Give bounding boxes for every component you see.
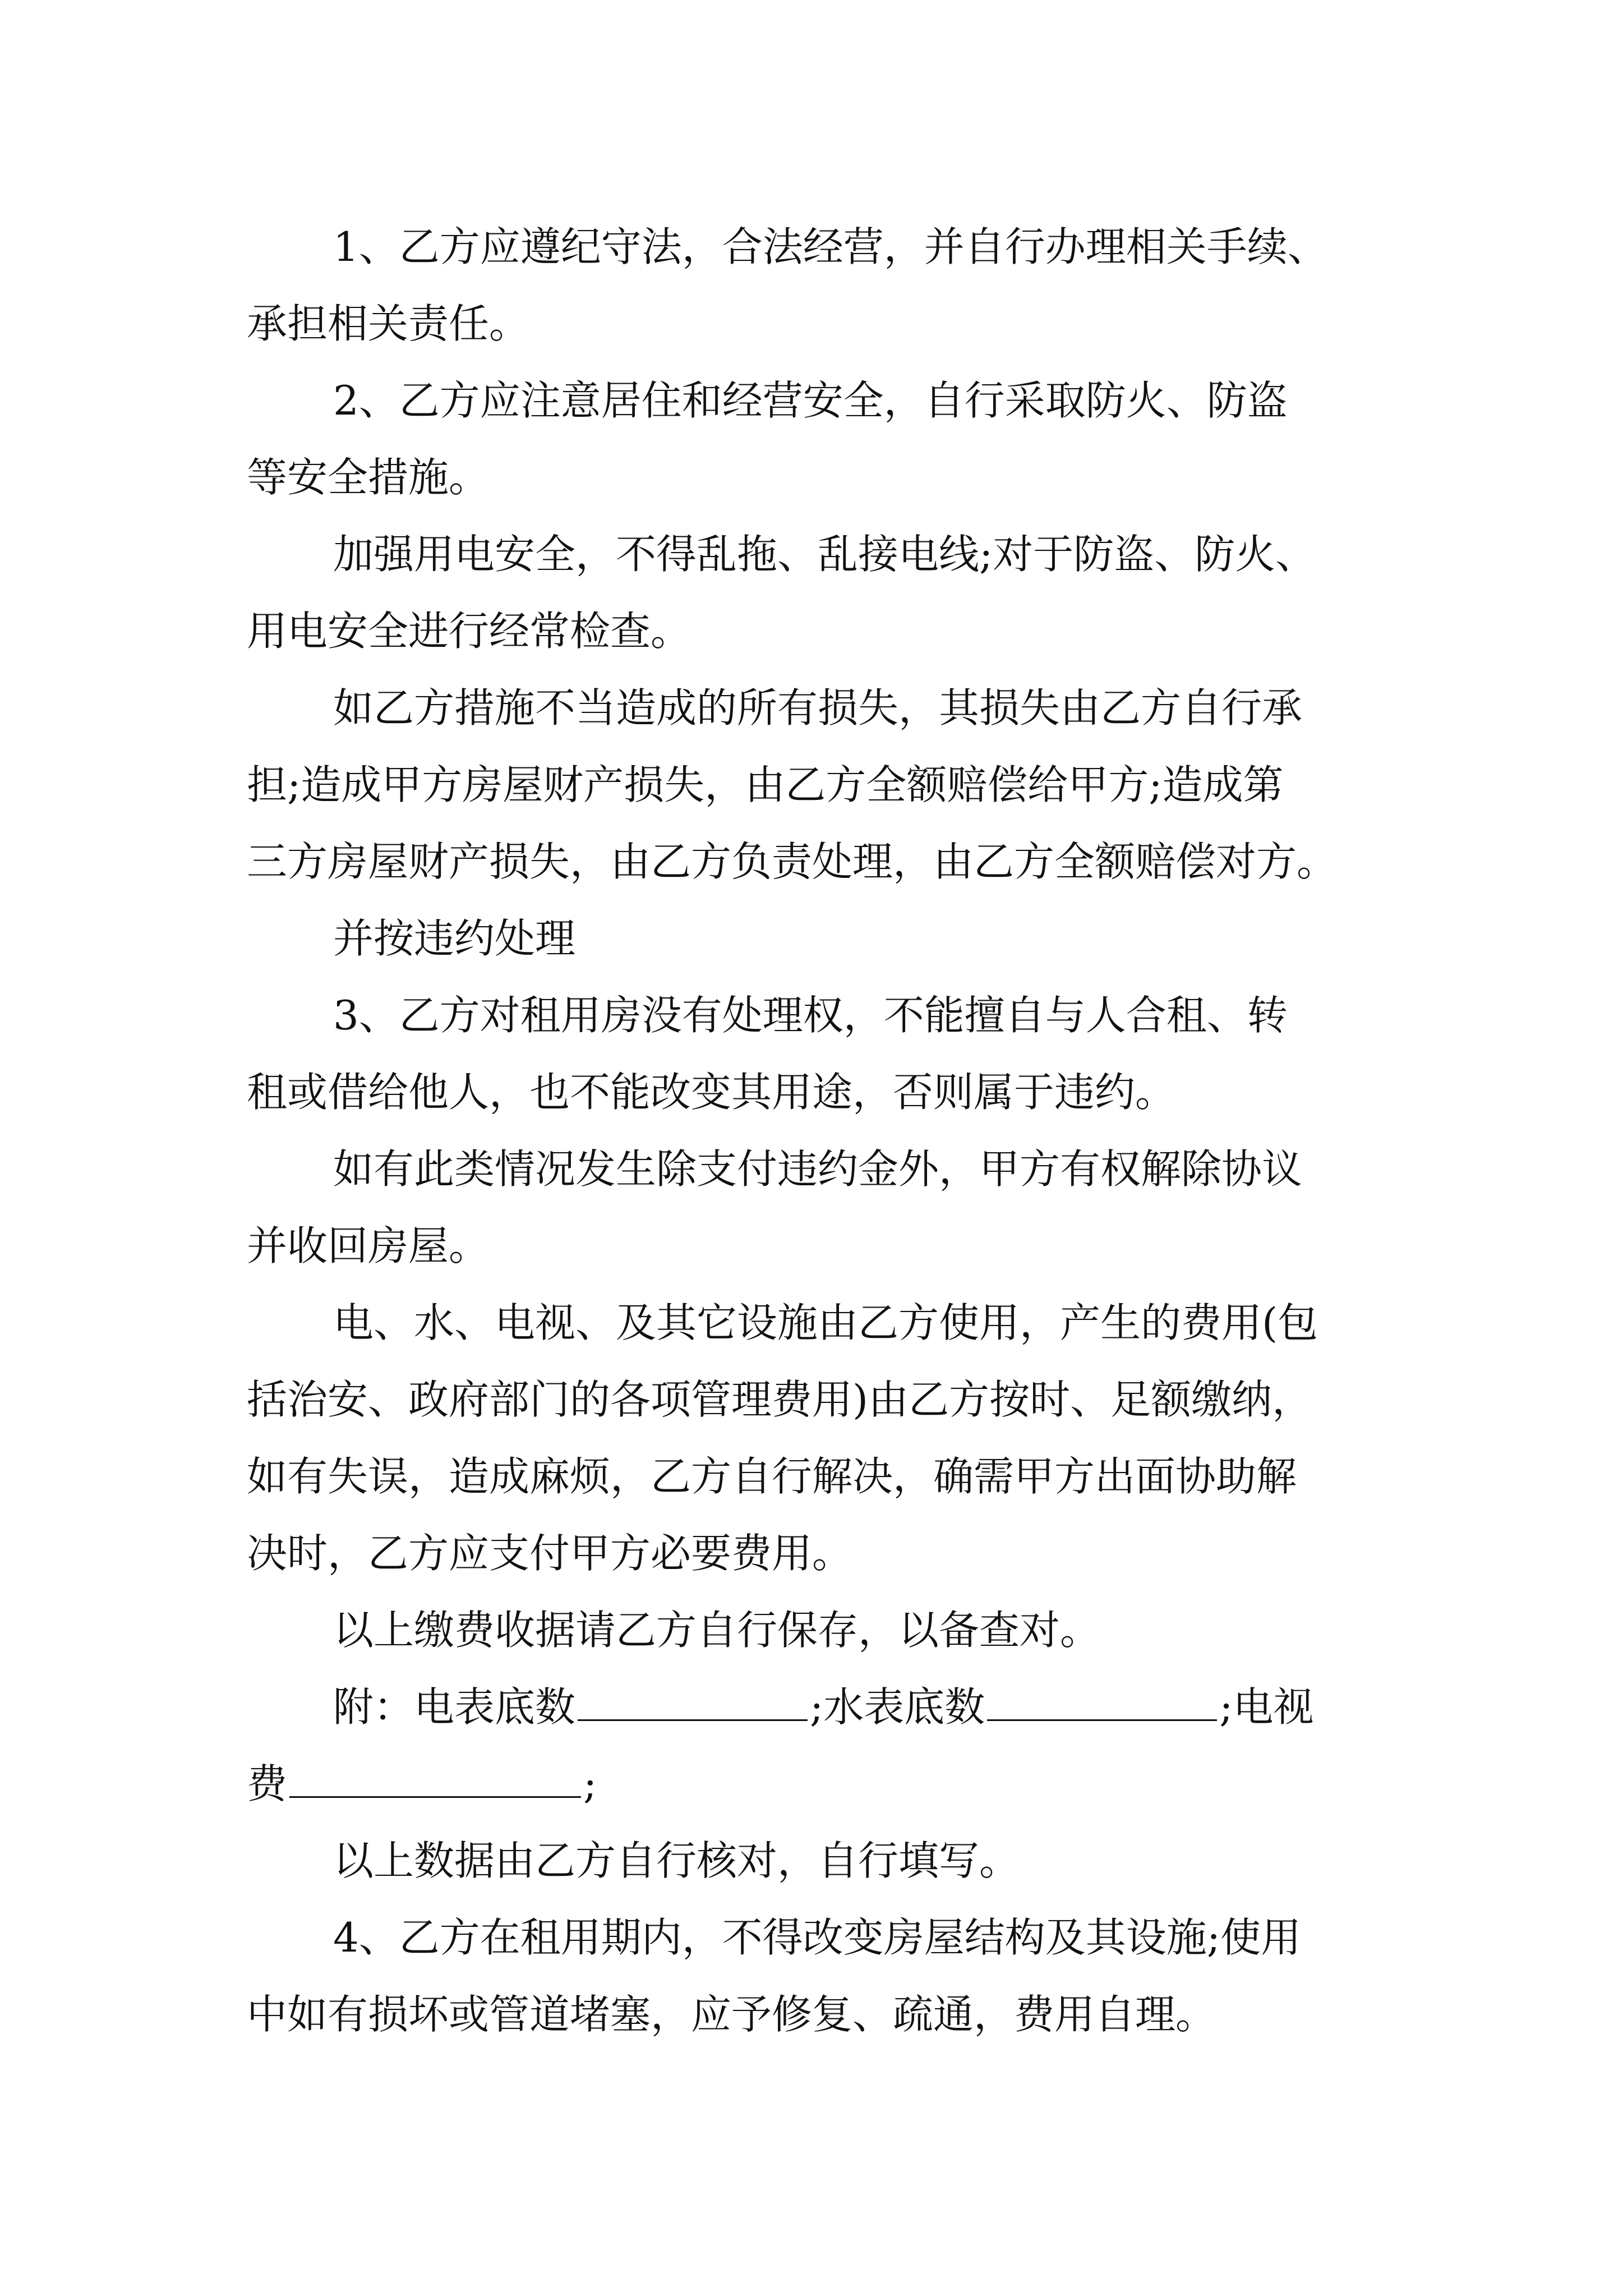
meter-readings-form bbox=[247, 1669, 1396, 1823]
text-line: 2、乙方应注意居住和经营安全，自行采取防火、防盗 bbox=[333, 377, 1288, 424]
text-line: 括治安、政府部门的各项管理费用)由乙方按时、足额缴纳， bbox=[247, 1376, 1313, 1423]
text-line: 并收回房屋。 bbox=[247, 1222, 490, 1269]
text-line: 以上缴费收据请乙方自行保存，以备查对。 bbox=[333, 1607, 1101, 1654]
text-line: 决时，乙方应支付甲方必要费用。 bbox=[247, 1530, 853, 1577]
text-line: 4、乙方在租用期内，不得改变房屋结构及其设施;使用 bbox=[333, 1914, 1302, 1961]
text-line: 如乙方措施不当造成的所有损失，其损失由乙方自行承 bbox=[333, 684, 1303, 731]
electric-meter-blank[interactable] bbox=[578, 1677, 808, 1721]
text-line: 3、乙方对租用房没有处理权，不能擅自与人合租、转 bbox=[333, 992, 1288, 1039]
clause-3 bbox=[247, 977, 1396, 1131]
text-line: 三方房屋财产损失，由乙方负责处理，由乙方全额赔偿对方。 bbox=[247, 838, 1338, 885]
meter-line bbox=[247, 1746, 1396, 1823]
text-line: 等安全措施。 bbox=[247, 454, 490, 501]
text-line: 并按违约处理 bbox=[333, 915, 576, 962]
water-meter-label: ;水表底数 bbox=[810, 1683, 985, 1731]
text-line: 如有此类情况发生除支付违约金外，甲方有权解除协议 bbox=[333, 1145, 1303, 1193]
text-line: 用电安全进行经常检查。 bbox=[247, 608, 691, 655]
document-page bbox=[247, 209, 1396, 2053]
meter-line bbox=[247, 1669, 1396, 1746]
self-verify-paragraph bbox=[247, 1823, 1396, 1899]
electric-meter-label: 附：电表底数 bbox=[333, 1683, 576, 1731]
utilities-fees-paragraph bbox=[247, 1285, 1396, 1592]
loss-liability-paragraph bbox=[247, 670, 1396, 900]
clause-2 bbox=[247, 362, 1396, 516]
form-terminator: ; bbox=[583, 1760, 597, 1807]
text-line: 1、乙方应遵纪守法，合法经营，并自行办理相关手续、 bbox=[333, 223, 1328, 270]
text-line: 电、水、电视、及其它设施由乙方使用，产生的费用(包 bbox=[333, 1299, 1318, 1346]
text-line: 租或借给他人，也不能改变其用途，否则属于违约。 bbox=[247, 1069, 1176, 1116]
text-line: 担;造成甲方房屋财产损失，由乙方全额赔偿给甲方;造成第 bbox=[247, 761, 1284, 808]
receipts-paragraph bbox=[247, 1592, 1396, 1669]
tv-fee-blank[interactable] bbox=[289, 1754, 581, 1798]
tv-fee-label-continued: 费 bbox=[247, 1760, 288, 1807]
text-line: 中如有损坏或管道堵塞，应予修复、疏通，费用自理。 bbox=[247, 1991, 1216, 2038]
text-line: 以上数据由乙方自行核对，自行填写。 bbox=[333, 1837, 1020, 1884]
clause-4 bbox=[247, 1899, 1396, 2053]
clause-1 bbox=[247, 209, 1396, 362]
electrical-safety-paragraph bbox=[247, 516, 1396, 670]
tv-fee-label: ;电视 bbox=[1219, 1683, 1314, 1731]
water-meter-blank[interactable] bbox=[987, 1677, 1217, 1721]
breach-paragraph bbox=[247, 900, 1396, 977]
text-line: 加强用电安全，不得乱拖、乱接电线;对于防盗、防火、 bbox=[333, 531, 1316, 578]
text-line: 承担相关责任。 bbox=[247, 300, 530, 347]
text-line: 如有失误，造成麻烦，乙方自行解决，确需甲方出面协助解 bbox=[247, 1453, 1297, 1500]
termination-paragraph bbox=[247, 1131, 1396, 1285]
